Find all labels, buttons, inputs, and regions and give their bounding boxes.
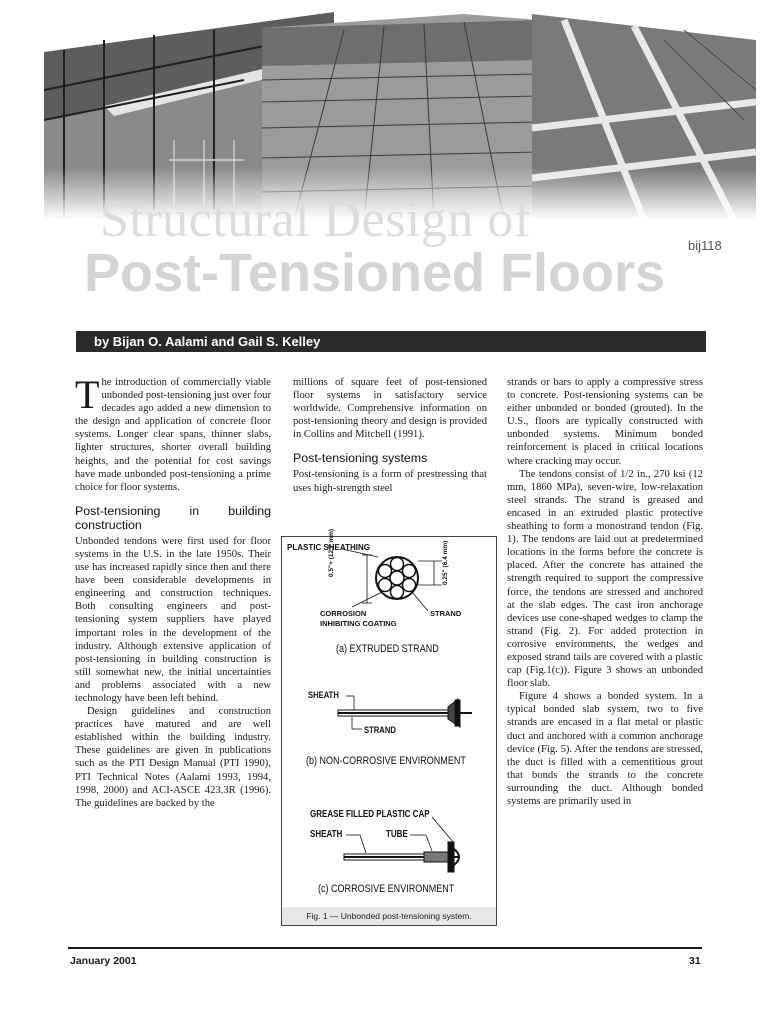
footer-rule	[68, 947, 702, 949]
paragraph: The tendons consist of 1/2 in., 270 ksi (12 mm, 1860 MPa), seven-wire, low-relaxation steel strands. The strand is greased and encased in an extruded plastic protective sheathing to form a monostrand tendon (Fig. 1). The tendons are laid out at predetermined locations in the forms before the concrete is placed. After the concrete has attained the strength required to support the compressive force, the tendons are stressed and anchored at the slab edges. The cast iron anchorage devices use cone-shaped wedges to clamp the strand (Fig. 2). For added protection in corrosive environments, the wedges and exposed strand tails are covered with a plastic cap (Fig.1(c)). Figure 3 shows an unbonded floor slab.	[507, 468, 703, 690]
caption-a: (a) EXTRUDED STRAND	[336, 643, 439, 655]
paragraph: Figure 4 shows a bonded system. In a typical bonded slab system, two to five strands are encased in a flat metal or plastic duct and anchored with a common anchorage device (Fig. 5). After the tendons are stressed, the duct is filled with a cementitious grout that bonds the strands to the concrete surrounding the duct. Although bonded systems are primarily used in	[507, 691, 703, 807]
paragraph: Design guidelines and construction practices have matured and are well established within the building industry. These guidelines are given in publications such as the PTI Design Manual (PTI 1990), PTI Technical Notes (Aalami 1993, 1994, 1998, 2000) and ACI-ASCE 423.3R (1996). The guidelines are backed by the	[75, 706, 271, 809]
section-heading-systems: Post-tensioning systems	[293, 451, 428, 466]
text-column-2	[293, 376, 487, 495]
header-photo-collage	[44, 10, 756, 220]
label-strand-b: STRAND	[364, 725, 396, 735]
figure-1-drawing	[282, 537, 498, 907]
paragraph: strands or bars to apply a compressive stress to concrete. Post-tensioning systems can be either unbonded or bonded (grouted). In the U.S., floors are typically constructed with unbonded systems. Minimum bonded reinforcement is placed in critical locations where cracking may occur.	[507, 377, 703, 467]
page-number: 31	[689, 955, 701, 967]
caption-b: (b) NON-CORROSIVE ENVIRONMENT	[306, 755, 466, 767]
label-tube-c: TUBE	[386, 829, 408, 840]
intro-paragraph	[75, 372, 271, 494]
label-inhibiting-coating: INHIBITING COATING	[320, 619, 397, 628]
figure-caption: Fig. 1 — Unbonded post-tensioning system.	[282, 907, 496, 925]
label-dimension-left: 0.5"+ (12.7 mm)	[328, 528, 335, 577]
caption-c: (c) CORROSIVE ENVIRONMENT	[318, 883, 455, 895]
text-column-3	[507, 376, 703, 808]
drop-cap: T	[75, 372, 100, 417]
byline-bar	[76, 331, 706, 352]
title-line-1: Structural Design of	[100, 191, 532, 248]
anchor-corrosive	[344, 817, 459, 872]
paragraph: Post-tensioning is a form of prestressing that uses high-strength steel	[293, 469, 487, 494]
label-sheath-b: SHEATH	[308, 690, 339, 700]
article-title	[80, 190, 720, 310]
paragraph: millions of square feet of post-tensioned floor systems in satisfactory service worldwide. Comprehensive information on post-tensioning theory and design is provided in Collins and Mitchell (1991).	[293, 377, 487, 441]
section-heading-building: Post-tensioning in building construction	[75, 503, 271, 532]
label-grease-cap: GREASE FILLED PLASTIC CAP	[310, 809, 430, 820]
strand-cross-section	[342, 549, 442, 611]
paragraph: Unbonded tendons were first used for floor systems in the U.S. in the late 1950s. Their use has increased rapidly since then and there have been considerable developments in engineering and construction techniques. Both consulting engineers and post-tensioning system suppliers have played important roles in the development of the industry. Although extensive application of post-tensioning in building construction is still somewhat new, the initial uncertainties and problems associated with a new technology have been left behind.	[75, 535, 271, 704]
label-strand-a: STRAND	[430, 609, 462, 618]
title-line-2: Post-Tensioned Floors	[84, 243, 666, 303]
label-sheath-c: SHEATH	[310, 829, 343, 840]
intro-text: he introduction of commercially viable unbonded post-tensioning just over four decades ago added a new dimension to the design and application of concrete floor systems. Longer clear spans, thinner slabs, lighter structures, shorter overall building heights, and the potential for cost savings have made unbonded post-tensioning a prime choice for floor systems.	[75, 377, 271, 493]
text-column-1	[75, 372, 271, 810]
label-plastic-sheathing: PLASTIC SHEATHING	[287, 543, 370, 552]
figure-1	[281, 528, 497, 926]
anchor-non-corrosive	[338, 696, 472, 729]
label-dimension-right: 0.25" (6.4 mm)	[442, 540, 449, 585]
label-corrosion: CORROSION	[320, 609, 367, 618]
byline-text: by Bijan O. Aalami and Gail S. Kelley	[94, 334, 321, 349]
footer-date: January 2001	[70, 955, 137, 967]
file-code: bij118	[688, 238, 722, 253]
